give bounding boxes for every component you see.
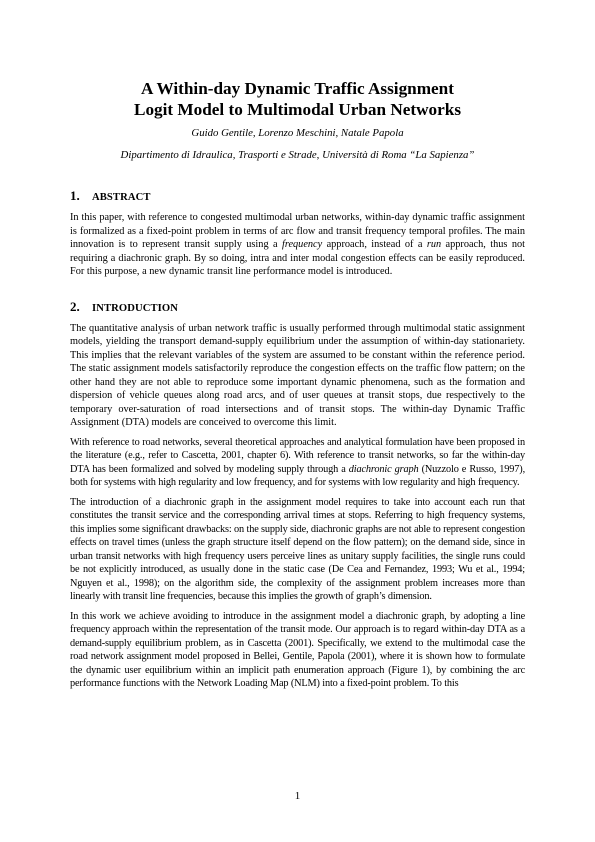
introduction-heading	[70, 299, 525, 315]
intro-p2-emphasis: diachronic graph	[348, 463, 419, 475]
abstract-emphasis-frequency: frequency	[281, 239, 323, 250]
paper-title	[70, 78, 525, 120]
abstract-heading	[70, 188, 525, 204]
intro-p2-text-2: (Nuzzolo e Russo, 1997), both for systems with high regularity and low frequency, and for systems with low regularity and high frequency.	[70, 463, 525, 488]
abstract-text-3: approach, thus not requiring a diachronic graph. By so doing, intra and inter modal congestion effects can be easily reproduced. For this purpose, a new dynamic transit line performance model is introduced.	[70, 239, 525, 277]
section-number: 2.	[70, 298, 80, 314]
intro-paragraph-2	[70, 436, 525, 490]
intro-paragraph-1: The quantitative analysis of urban network traffic is usually performed through multimodal static assignment models, yielding the transport demand-supply equilibrium under the assumption of within-day stationariety. This implies that the relevant variables of the system are assumed to be constant within the reference period. The static assignment models satisfactorily reproduce the congestion effects on the traffic flow pattern; on the other hand they are not able to reproduce some important dynamic phenomena, such as the formation and dispersion of vehicle queues along road arcs, and of user queues at transit stops, due respectively to the temporary over-saturation of road intersections and of transit stops. The within-day Dynamic Traffic Assignment (DTA) models are conceived to overcome this limit.	[70, 322, 525, 428]
title-line-2: Logit Model to Multimodal Urban Networks	[133, 100, 462, 119]
intro-p2-text-1: With reference to road networks, several theoretical approaches and analytical formulation have been proposed in the literature (e.g., refer to Cascetta, 2001, chapter 6). With reference to transit networks, so far the within-day DTA has been formalized and solved by modeling supply through a	[70, 436, 525, 475]
intro-paragraph-4: In this work we achieve avoiding to introduce in the assignment model a diachronic graph, by adopting a line frequency approach within the representation of the transit mode. Our approach is to regard within-day DTA as a demand-supply equilibrium problem, as in Cascetta (2001). Specifically, we extend to the multimodal case the road network assignment model proposed in Bellei, Gentile, Papola (2001), where it is shown how to formulate the dynamic user equilibrium within an implicit path enumeration approach (Figure 1), by combining the arc performance functions with the Network Loading Map (NLM) into a fixed-point problem. To this	[70, 610, 525, 689]
abstract-paragraph	[70, 211, 525, 279]
abstract-text-1: In this paper, with reference to congested multimodal urban networks, within-day dynamic traffic assignment is formalized as a fixed-point problem in terms of arc flow and transit frequency temporal profiles. The main innovation is to represent transit supply using a	[70, 212, 525, 250]
abstract-emphasis-run: run	[426, 239, 442, 250]
section-title: INTRODUCTION	[92, 302, 178, 314]
page-number: 1	[294, 790, 301, 802]
paper-page	[70, 78, 525, 691]
section-title: ABSTRACT	[92, 192, 151, 203]
title-line-1: A Within-day Dynamic Traffic Assignment	[141, 79, 454, 98]
intro-paragraph-3: The introduction of a diachronic graph in the assignment model requires to take into account each run that constitutes the transit service and the corresponding arrival times at stops. Referring to high frequency systems, this implies some significant drawbacks: on the supply side, diachronic graphs are not able to represent congestion effects on travel times (unless the graph structure itself depend on the flow pattern); on the demand side, since in urban transit networks with high frequency users perceive lines as unitary supply facilities, the single runs could be not explicitly introduced, as usually done in the static case (De Cea and Fernandez, 1993; Wu et al., 1994; Nguyen et al., 1998); on the algorithm side, the complexity of the assignment problem increases more than linearly with transit line frequencies, because this implies the growth of graph’s dimension.	[70, 496, 525, 602]
abstract-text-2: approach, instead of a	[322, 239, 427, 250]
affiliation: Dipartimento di Idraulica, Trasporti e Strade, Università di Roma “La Sapienza”	[120, 149, 475, 161]
authors: Guido Gentile, Lorenzo Meschini, Natale Papola	[191, 127, 404, 139]
section-number: 1.	[70, 188, 80, 203]
